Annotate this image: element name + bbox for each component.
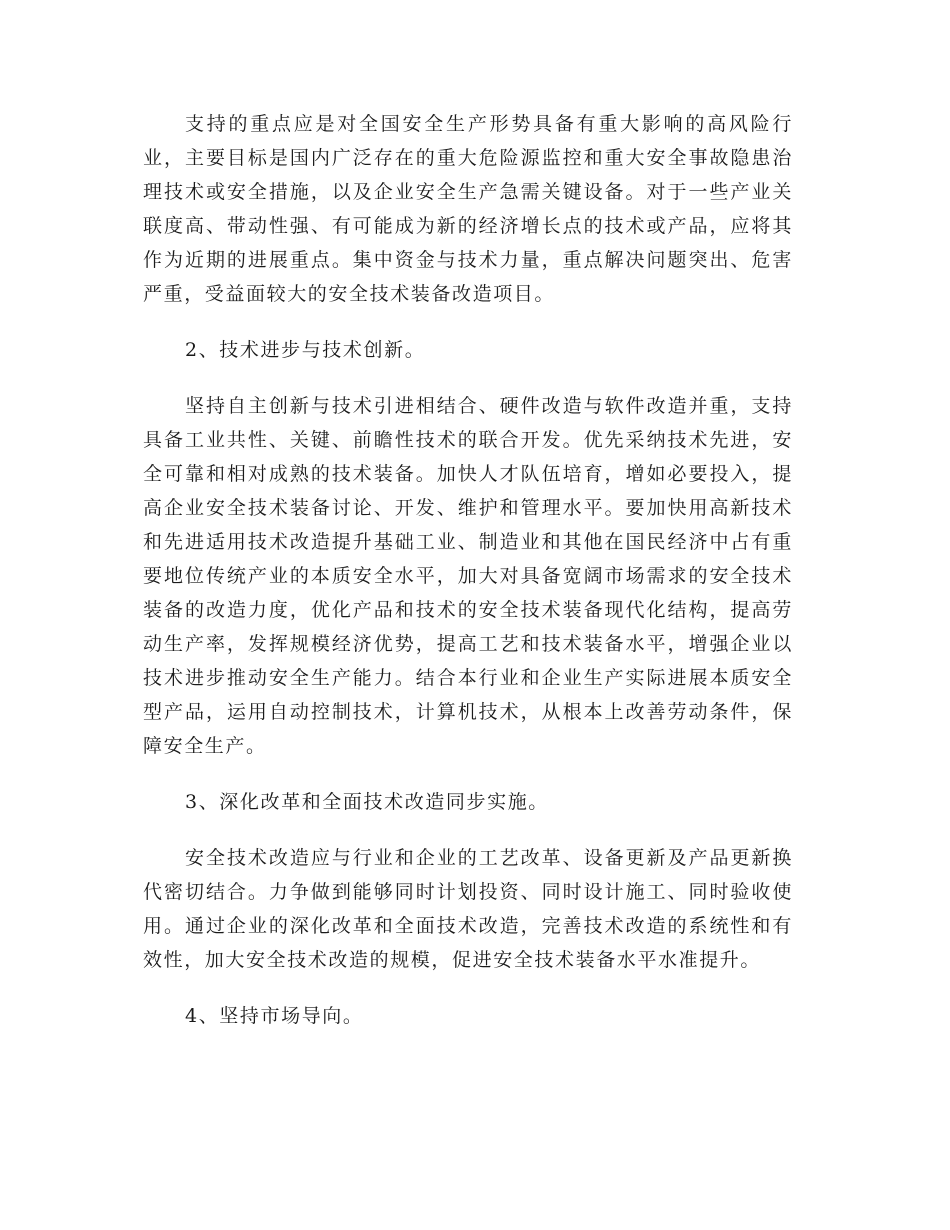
paragraph-key-support: 支持的重点应是对全国安全生产形势具备有重大影响的高风险行业，主要目标是国内广泛存在的重大危险源监控和重大安全事故隐患治理技术或安全措施，以及企业安全生产急需关键设备。对于一些产业关联度高、带动性强、有可能成为新的经济增长点的技术或产品，应将其作为近期的进展重点。集中资金与技术力量，重点解决问题突出、危害严重，受益面较大的安全技术装备改造项目。 [143, 113, 793, 305]
document-body [143, 107, 793, 1055]
paragraph-reform-upgrade: 安全技术改造应与行业和企业的工艺改革、设备更新及产品更新换代密切结合。力争做到能够同时计划投资、同时设计施工、同时验收使用。通过企业的深化改革和全面技术改造，完善技术改造的系统性和有效性，加大安全技术改造的规模，促进安全技术装备水平水准提升。 [143, 847, 793, 971]
paragraph-tech-innovation: 坚持自主创新与技术引进相结合、硬件改造与软件改造并重，支持具备工业共性、关键、前瞻性技术的联合开发。优先采纳技术先进，安全可靠和相对成熟的技术装备。加快人才队伍培育，增如必要投入，提高企业安全技术装备讨论、开发、维护和管理水平。要加快用高新技术和先进适用技术改造提升基础工业、制造业和其他在国民经济中占有重要地位传统产业的本质安全水平，加大对具备宽阔市场需求的安全技术装备的改造力度，优化产品和技术的安全技术装备现代化结构，提高劳动生产率，发挥规模经济优势，提高工艺和技术装备水平，增强企业以技术进步推动安全生产能力。结合本行业和企业生产实际进展本质安全型产品，运用自动控制技术，计算机技术，从根本上改善劳动条件，保障安全生产。 [143, 395, 793, 757]
section-heading-3: 3、深化改革和全面技术改造同步实施。 [185, 791, 549, 813]
section-heading-4: 4、坚持市场导向。 [185, 1005, 364, 1027]
section-heading-2: 2、技术进步与技术创新。 [185, 339, 426, 361]
